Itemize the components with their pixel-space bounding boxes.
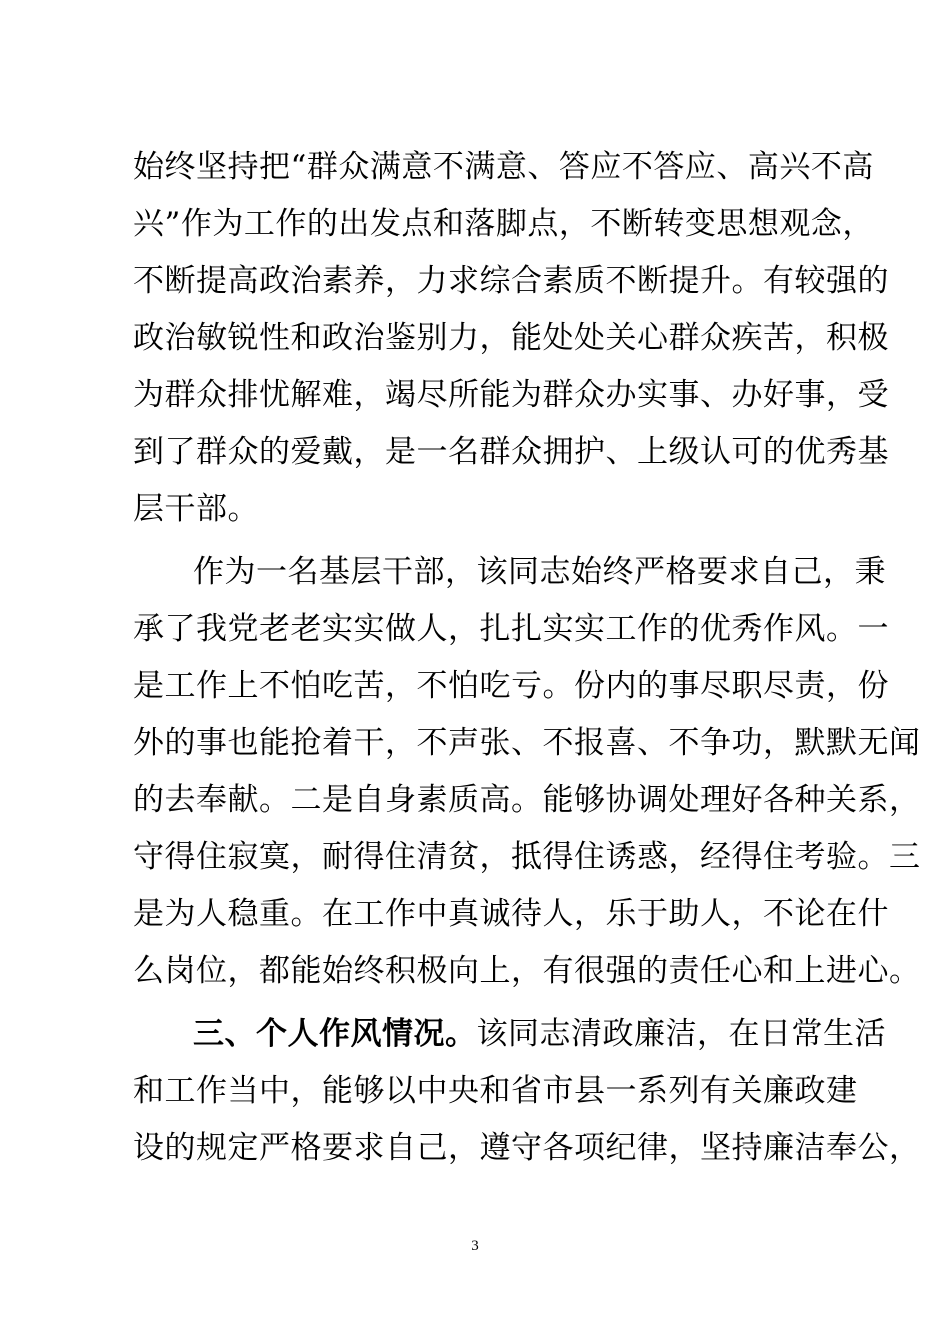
paragraph-2-line-1: 作为一名基层干部，该同志始终严格要求自己，秉 (193, 554, 886, 590)
section-heading: 三、个人作风情况。 (193, 1016, 477, 1052)
paragraph-2-line-8: 么岗位，都能始终积极向上，有很强的责任心和上进心。 (133, 953, 921, 989)
page-number: 3 (471, 1238, 479, 1254)
paragraph-2-line-5: 的去奉献。二是自身素质高。能够协调处理好各种关系， (133, 782, 921, 818)
paragraph-3-line-1 (193, 1006, 886, 1062)
paragraph-1-line-7: 层干部。 (133, 491, 259, 527)
paragraph-3-line-3: 设的规定严格要求自己，遵守各项纪律，坚持廉洁奉公， (133, 1130, 921, 1166)
paragraph-1-line-2: 兴”作为工作的出发点和落脚点，不断转变思想观念， (133, 206, 874, 242)
paragraph-1-line-3: 不断提高政治素养，力求综合素质不断提升。有较强的 (133, 263, 889, 299)
paragraph-2-line-3: 是工作上不怕吃苦，不怕吃亏。份内的事尽职尽责，份 (133, 668, 889, 704)
paragraph-2-line-4: 外的事也能抢着干，不声张、不报喜、不争功，默默无闻 (133, 725, 921, 761)
paragraph-1-line-6: 到了群众的爱戴，是一名群众拥护、上级认可的优秀基 (133, 434, 889, 470)
paragraph-3-line-1-text: 该同志清政廉洁，在日常生活 (476, 1016, 886, 1052)
paragraph-1-line-1: 始终坚持把“群众满意不满意、答应不答应、高兴不高 (133, 149, 874, 185)
paragraph-1-line-5: 为群众排忧解难，竭尽所能为群众办实事、办好事，受 (133, 377, 889, 413)
paragraph-3-line-2: 和工作当中，能够以中央和省市县一系列有关廉政建 (133, 1073, 858, 1109)
paragraph-2-line-2: 承了我党老老实实做人，扎扎实实工作的优秀作风。一 (133, 611, 889, 647)
paragraph-2-line-6: 守得住寂寞，耐得住清贫，抵得住诱惑，经得住考验。三 (133, 839, 921, 875)
paragraph-2-line-7: 是为人稳重。在工作中真诚待人，乐于助人，不论在什 (133, 896, 889, 932)
paragraph-1-line-4: 政治敏锐性和政治鉴别力，能处处关心群众疾苦，积极 (133, 320, 889, 356)
